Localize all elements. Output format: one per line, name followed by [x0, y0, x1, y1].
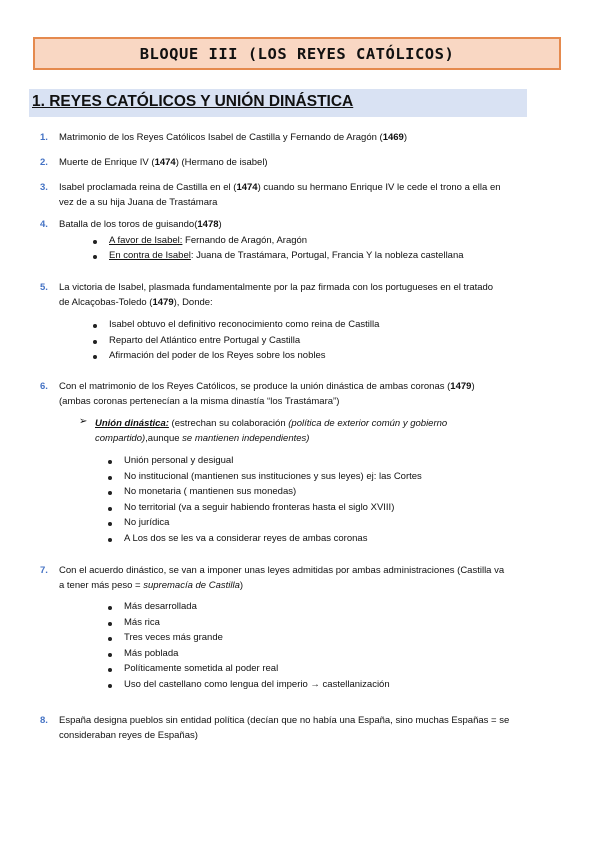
bullet-item: No territorial (va a seguir habiendo fronteras hasta el siglo XVIII)	[124, 502, 395, 513]
list-item-7	[40, 563, 540, 593]
bullet-dot	[108, 460, 112, 464]
list-item-1	[40, 130, 540, 145]
item-year: 1474	[236, 182, 258, 193]
item-number: 8.	[40, 715, 48, 726]
bullet-item	[109, 248, 464, 263]
item-italic: supremacía de Castilla	[143, 580, 240, 591]
item-number: 1.	[40, 132, 48, 143]
item-text-end: ) (Hermano de isabel)	[175, 157, 268, 168]
bullet-item: Unión personal y desigual	[124, 455, 234, 466]
item-text-end: ) cuando su hermano Enrique IV le cede el trono a ella en	[257, 182, 501, 193]
item-number: 6.	[40, 381, 48, 392]
bullet-dot	[108, 668, 112, 672]
section-heading: 1. REYES CATÓLICOS Y UNIÓN DINÁSTICA	[32, 93, 354, 110]
item-text-line2: (ambas coronas pertenecían a la misma dinastía “los Trastámara”)	[59, 396, 340, 407]
arrow-bullet-icon: ➢	[79, 416, 88, 427]
bullet-text: Fernando de Aragón, Aragón	[182, 235, 308, 246]
bullet-dot	[108, 637, 112, 641]
item-number: 2.	[40, 157, 48, 168]
bullet-item: Más poblada	[124, 648, 179, 659]
bullet-dot	[93, 340, 97, 344]
bullet-item: Más desarrollada	[124, 601, 197, 612]
bullet-dot	[108, 491, 112, 495]
item-year: 1474	[154, 157, 176, 168]
arrow-text: (estrechan su colaboración	[168, 418, 289, 429]
item-text-end: )	[239, 580, 244, 591]
bullet-item: Políticamente sometida al poder real	[124, 663, 279, 674]
item-text-line2: a tener más peso =	[59, 580, 144, 591]
item-number: 3.	[40, 182, 48, 193]
bullet-item: Isabel obtuvo el definitivo reconocimiento como reina de Castilla	[109, 319, 380, 330]
bullet-item: Tres veces más grande	[124, 632, 223, 643]
bullet-dot	[93, 240, 97, 244]
item-text-line2: vez de a su hija Juana de Trastámara	[59, 197, 218, 208]
list-item-5	[40, 280, 540, 310]
bullet-dot	[108, 538, 112, 542]
item-text-line2: consideraban reyes de Españas)	[59, 730, 198, 741]
arrow-item	[95, 416, 525, 431]
item-text: España designa pueblos sin entidad política (decían que no había una España, sino muchas Españas = se	[59, 715, 510, 726]
bullet-dot	[108, 606, 112, 610]
bullet-item	[109, 233, 307, 248]
item-text: Con el acuerdo dinástico, se van a imponer unas leyes admitidas por ambas administraciones (Castilla va	[59, 565, 505, 576]
list-item-3	[40, 180, 540, 210]
arrow-text: ,aunque	[145, 433, 183, 444]
item-text-end: )	[218, 219, 222, 230]
list-item-2	[40, 155, 540, 170]
item-year: 1479	[152, 297, 174, 308]
bullet-dot	[108, 522, 112, 526]
item-text-end: )	[471, 381, 475, 392]
bullet-item: Reparto del Atlántico entre Portugal y Castilla	[109, 335, 301, 346]
item-text: Matrimonio de los Reyes Católicos Isabel de Castilla y Fernando de Aragón (	[59, 132, 383, 143]
item-year: 1469	[382, 132, 404, 143]
item-year: 1478	[197, 219, 219, 230]
bullet-item: No monetaria ( mantienen sus monedas)	[124, 486, 297, 497]
bullet-item: A Los dos se les va a considerar reyes de ambas coronas	[124, 533, 368, 544]
arrow-item-line2	[95, 431, 309, 446]
item-text: Isabel proclamada reina de Castilla en el (	[59, 182, 237, 193]
item-number: 4.	[40, 219, 48, 230]
section-heading-bar	[29, 89, 527, 117]
bullet-item: No jurídica	[124, 517, 170, 528]
bullet-item: Afirmación del poder de los Reyes sobre los nobles	[109, 350, 326, 361]
item-text: Con el matrimonio de los Reyes Católicos, se produce la unión dinástica de ambas coronas (	[59, 381, 451, 392]
document-title: BLOQUE III (LOS REYES CATÓLICOS)	[139, 44, 455, 63]
bullet-dot	[108, 507, 112, 511]
arrow-italic: compartido)	[95, 433, 146, 444]
bullet-item: Más rica	[124, 617, 160, 628]
bullet-label: A favor de Isabel:	[109, 235, 183, 246]
item-text-end: )	[403, 132, 408, 143]
document-title-box	[33, 37, 561, 70]
item-text: La victoria de Isabel, plasmada fundamentalmente por la paz firmada con los portugueses en el tratado	[59, 282, 494, 293]
bullet-item: No institucional (mantienen sus instituciones y sus leyes) ej: las Cortes	[124, 471, 422, 482]
list-item-6	[40, 379, 540, 409]
item-text: Batalla de los toros de guisando(	[59, 219, 198, 230]
arrow-italic: (política de exterior común y gobierno	[288, 418, 448, 429]
arrow-label: Unión dinástica:	[95, 418, 169, 429]
item-text-line2: de Alcaçobas-Toledo (	[59, 297, 153, 308]
bullet-dot	[108, 622, 112, 626]
item-text: Muerte de Enrique IV (	[59, 157, 155, 168]
item-year: 1479	[450, 381, 472, 392]
bullet-dot	[93, 355, 97, 359]
bullet-dot	[108, 653, 112, 657]
bullet-dot	[93, 324, 97, 328]
bullet-item: Uso del castellano como lengua del imperio → castellanización	[124, 679, 390, 690]
bullet-dot	[93, 255, 97, 259]
bullet-dot	[108, 476, 112, 480]
item-number: 5.	[40, 282, 48, 293]
bullet-label: En contra de Isabel	[109, 250, 191, 261]
bullet-text: : Juana de Trastámara, Portugal, Francia Y la nobleza castellana	[190, 250, 464, 261]
arrow-italic: se mantienen independientes)	[182, 433, 310, 444]
bullet-dot	[108, 684, 112, 688]
item-number: 7.	[40, 565, 48, 576]
item-text-end: ), Donde:	[173, 297, 213, 308]
list-item-4	[40, 217, 540, 232]
list-item-8	[40, 713, 540, 743]
